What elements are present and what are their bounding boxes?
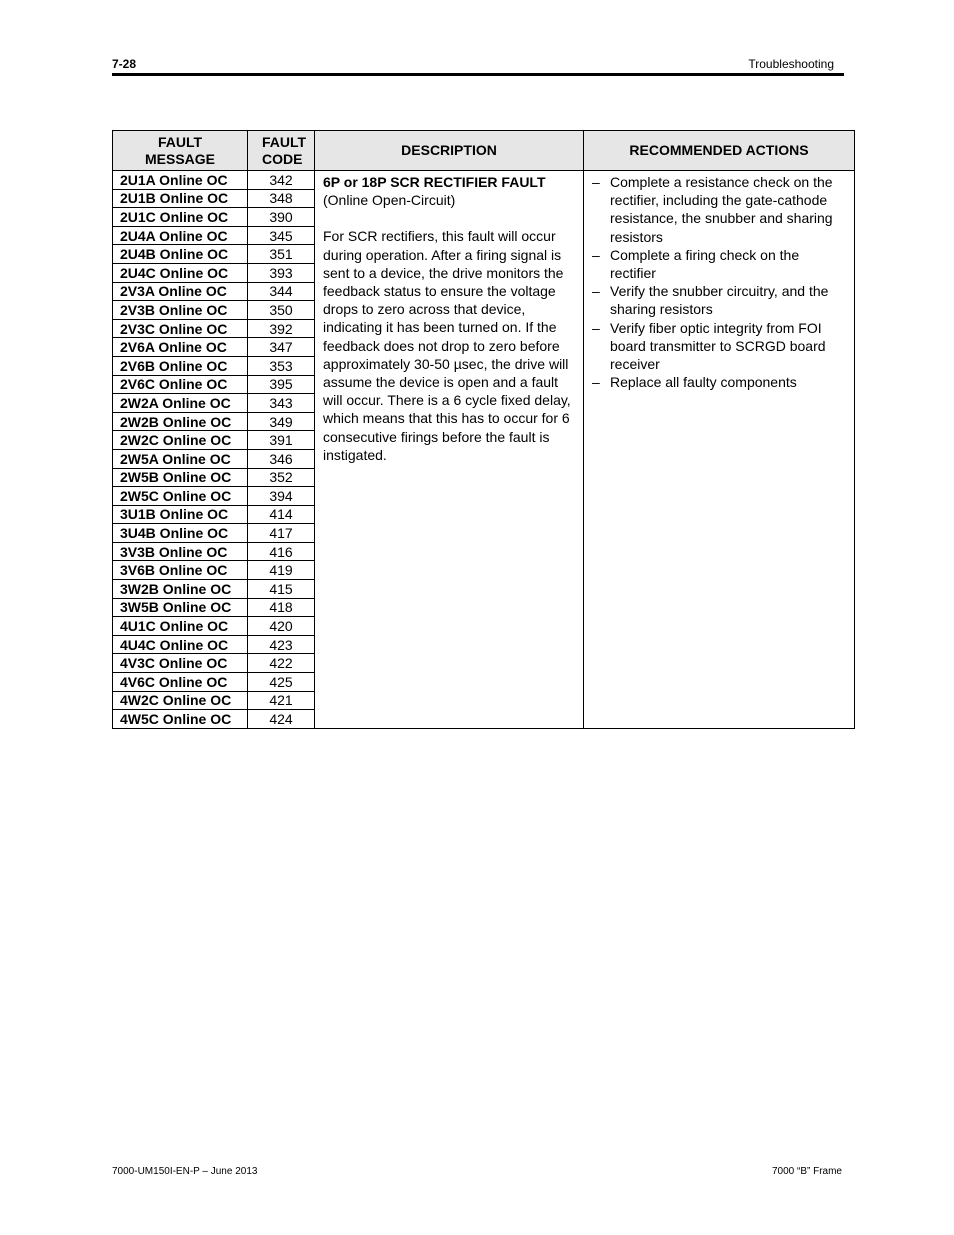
fault-code: 348 [248, 189, 315, 208]
fault-code: 393 [248, 263, 315, 282]
fault-message: 4U1C Online OC [113, 617, 248, 636]
fault-code: 349 [248, 412, 315, 431]
fault-message: 2V3C Online OC [113, 319, 248, 338]
fault-code: 417 [248, 524, 315, 543]
fault-message: 2V6A Online OC [113, 338, 248, 357]
fault-code: 424 [248, 710, 315, 729]
fault-code: 394 [248, 487, 315, 506]
fault-code: 353 [248, 356, 315, 375]
actions-cell [584, 171, 855, 729]
fault-message: 2U1C Online OC [113, 208, 248, 227]
action-text: Verify fiber optic integrity from FOI board transmitter to SCRGD board receiver [610, 319, 826, 373]
fault-message: 2W5B Online OC [113, 468, 248, 487]
fault-code: 395 [248, 375, 315, 394]
fault-message: 3U1B Online OC [113, 505, 248, 524]
fault-message: 4U4C Online OC [113, 635, 248, 654]
fault-message: 2V3A Online OC [113, 282, 248, 301]
action-item [592, 319, 848, 374]
action-item [592, 373, 848, 391]
action-item [592, 173, 848, 246]
col-header-fault-code: FAULT CODE [248, 131, 315, 171]
fault-code: 423 [248, 635, 315, 654]
fault-code: 347 [248, 338, 315, 357]
fault-code: 350 [248, 301, 315, 320]
fault-code: 344 [248, 282, 315, 301]
col-header-recommended-actions: RECOMMENDED ACTIONS [584, 131, 855, 171]
fault-message: 3V6B Online OC [113, 561, 248, 580]
fault-message: 2U4A Online OC [113, 226, 248, 245]
fault-message: 4V6C Online OC [113, 673, 248, 692]
fault-code: 415 [248, 580, 315, 599]
action-item [592, 246, 848, 282]
dash-bullet-icon: – [592, 319, 600, 336]
fault-message: 2U1B Online OC [113, 189, 248, 208]
fault-code: 342 [248, 171, 315, 190]
header-rule [112, 73, 844, 76]
fault-message: 3V3B Online OC [113, 542, 248, 561]
fault-message: 2W2B Online OC [113, 412, 248, 431]
fault-code: 390 [248, 208, 315, 227]
description-subtitle: (Online Open-Circuit) [323, 192, 456, 209]
fault-message: 3W2B Online OC [113, 580, 248, 599]
action-text: Complete a resistance check on the rectifier, including the gate-cathode resistance, the snubber and sharing resistors [610, 174, 833, 245]
fault-message: 2W5A Online OC [113, 449, 248, 468]
fault-code: 352 [248, 468, 315, 487]
fault-code: 421 [248, 691, 315, 710]
footer-doc-id: 7000-UM150I-EN-P – June 2013 [112, 1166, 258, 1177]
fault-message: 2U4C Online OC [113, 263, 248, 282]
fault-code: 425 [248, 673, 315, 692]
dash-bullet-icon: – [592, 246, 600, 263]
fault-message: 2W2C Online OC [113, 431, 248, 450]
fault-code: 422 [248, 654, 315, 673]
fault-message: 4W5C Online OC [113, 710, 248, 729]
fault-code: 419 [248, 561, 315, 580]
fault-message: 3U4B Online OC [113, 524, 248, 543]
action-text: Replace all faulty components [610, 374, 797, 391]
fault-code: 345 [248, 226, 315, 245]
fault-code: 416 [248, 542, 315, 561]
fault-message: 4V3C Online OC [113, 654, 248, 673]
fault-message: 2W5C Online OC [113, 487, 248, 506]
fault-message: 2U4B Online OC [113, 245, 248, 264]
fault-message: 2U1A Online OC [113, 171, 248, 190]
page-number: 7-28 [112, 57, 137, 71]
fault-code: 418 [248, 598, 315, 617]
description-cell [315, 171, 584, 729]
action-item [592, 282, 848, 318]
fault-message: 2W2A Online OC [113, 394, 248, 413]
dash-bullet-icon: – [592, 374, 600, 391]
fault-message: 2V6C Online OC [113, 375, 248, 394]
col-header-description: DESCRIPTION [315, 131, 584, 171]
action-text: Complete a firing check on the rectifier [610, 246, 800, 282]
fault-code: 391 [248, 431, 315, 450]
fault-message: 4W2C Online OC [113, 691, 248, 710]
fault-message: 2V3B Online OC [113, 301, 248, 320]
fault-code: 414 [248, 505, 315, 524]
fault-code: 392 [248, 319, 315, 338]
action-text: Verify the snubber circuitry, and the sharing resistors [610, 283, 829, 318]
fault-code: 346 [248, 449, 315, 468]
description-title: 6P or 18P SCR RECTIFIER FAULT [323, 174, 546, 190]
footer-product: 7000 “B” Frame [771, 1166, 842, 1177]
dash-bullet-icon: – [592, 283, 600, 300]
table-header-row [113, 131, 855, 171]
table-row [113, 171, 855, 190]
table-body [113, 171, 855, 729]
fault-code: 420 [248, 617, 315, 636]
fault-table [112, 130, 855, 729]
fault-code: 351 [248, 245, 315, 264]
section-title: Troubleshooting [748, 57, 834, 71]
fault-code: 343 [248, 394, 315, 413]
fault-message: 2V6B Online OC [113, 356, 248, 375]
actions-list [592, 173, 848, 391]
dash-bullet-icon: – [592, 174, 600, 190]
fault-message: 3W5B Online OC [113, 598, 248, 617]
col-header-fault-message: FAULT MESSAGE [113, 131, 248, 171]
description-body: For SCR rectifiers, this fault will occur during operation. After a firing signal is sent to a device, the drive monitors the feedback status to ensure the voltage drops to zero across that device, indicating it has been turned on. If the feedback does not drop to zero before approximately 30-50 µsec, the drive will assume the device is open and a fault will occur. There is a 6 cycle fixed delay, which means that this has to occur for 6 consecutive firings before the fault is instigated. [323, 228, 571, 463]
